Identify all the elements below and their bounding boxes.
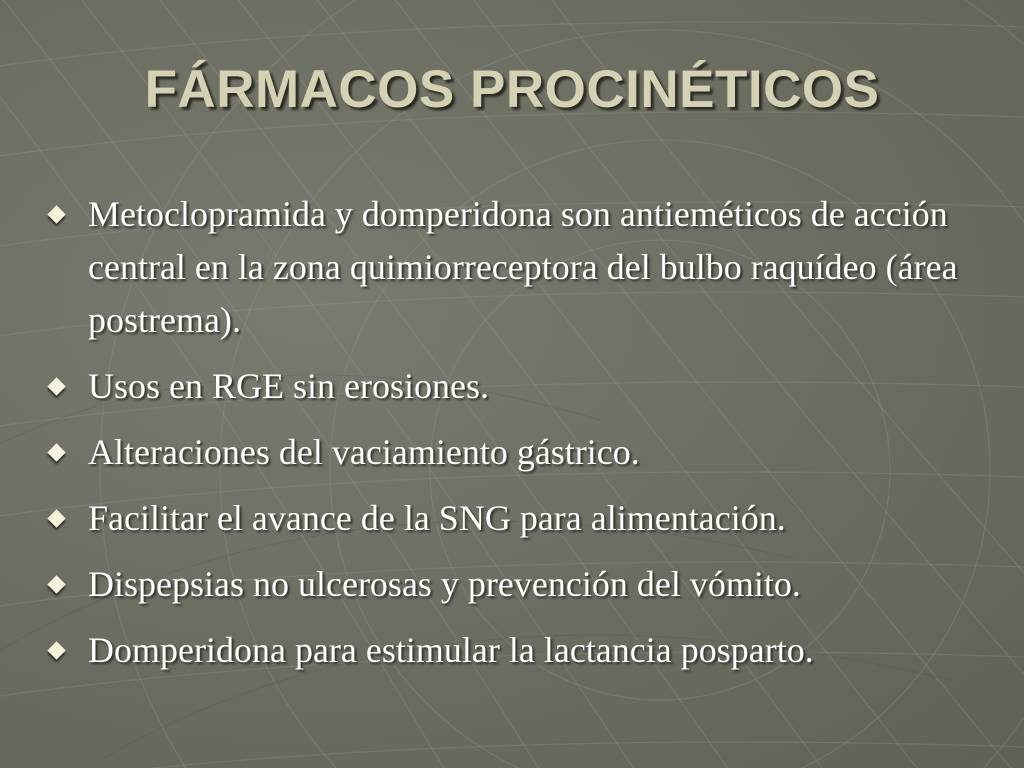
bullet-text: Dispepsias no ulcerosas y prevención del vómito. bbox=[88, 564, 801, 604]
diamond-bullet-icon bbox=[47, 641, 65, 659]
bullet-item bbox=[48, 492, 988, 545]
bullet-item bbox=[48, 188, 988, 347]
diamond-bullet-icon bbox=[47, 509, 65, 527]
bullet-list bbox=[48, 188, 988, 690]
bullet-text: Domperidona para estimular la lactancia posparto. bbox=[88, 630, 814, 670]
diamond-bullet-icon bbox=[47, 377, 65, 395]
bullet-text: Facilitar el avance de la SNG para alimentación. bbox=[88, 498, 786, 538]
bullet-text: Usos en RGE sin erosiones. bbox=[88, 366, 489, 406]
bullet-text: Alteraciones del vaciamiento gástrico. bbox=[88, 432, 640, 472]
bullet-item bbox=[48, 426, 988, 479]
slide-title: FÁRMACOS PROCINÉTICOS bbox=[144, 60, 880, 119]
diamond-bullet-icon bbox=[47, 575, 65, 593]
bullet-item bbox=[48, 360, 988, 413]
bullet-item bbox=[48, 558, 988, 611]
diamond-bullet-icon bbox=[47, 205, 65, 223]
diamond-bullet-icon bbox=[47, 443, 65, 461]
bullet-item bbox=[48, 624, 988, 677]
bullet-text: Metoclopramida y domperidona son antieméticos de acción central en la zona quimiorreceptora del bulbo raquídeo (área postrema). bbox=[88, 194, 958, 340]
